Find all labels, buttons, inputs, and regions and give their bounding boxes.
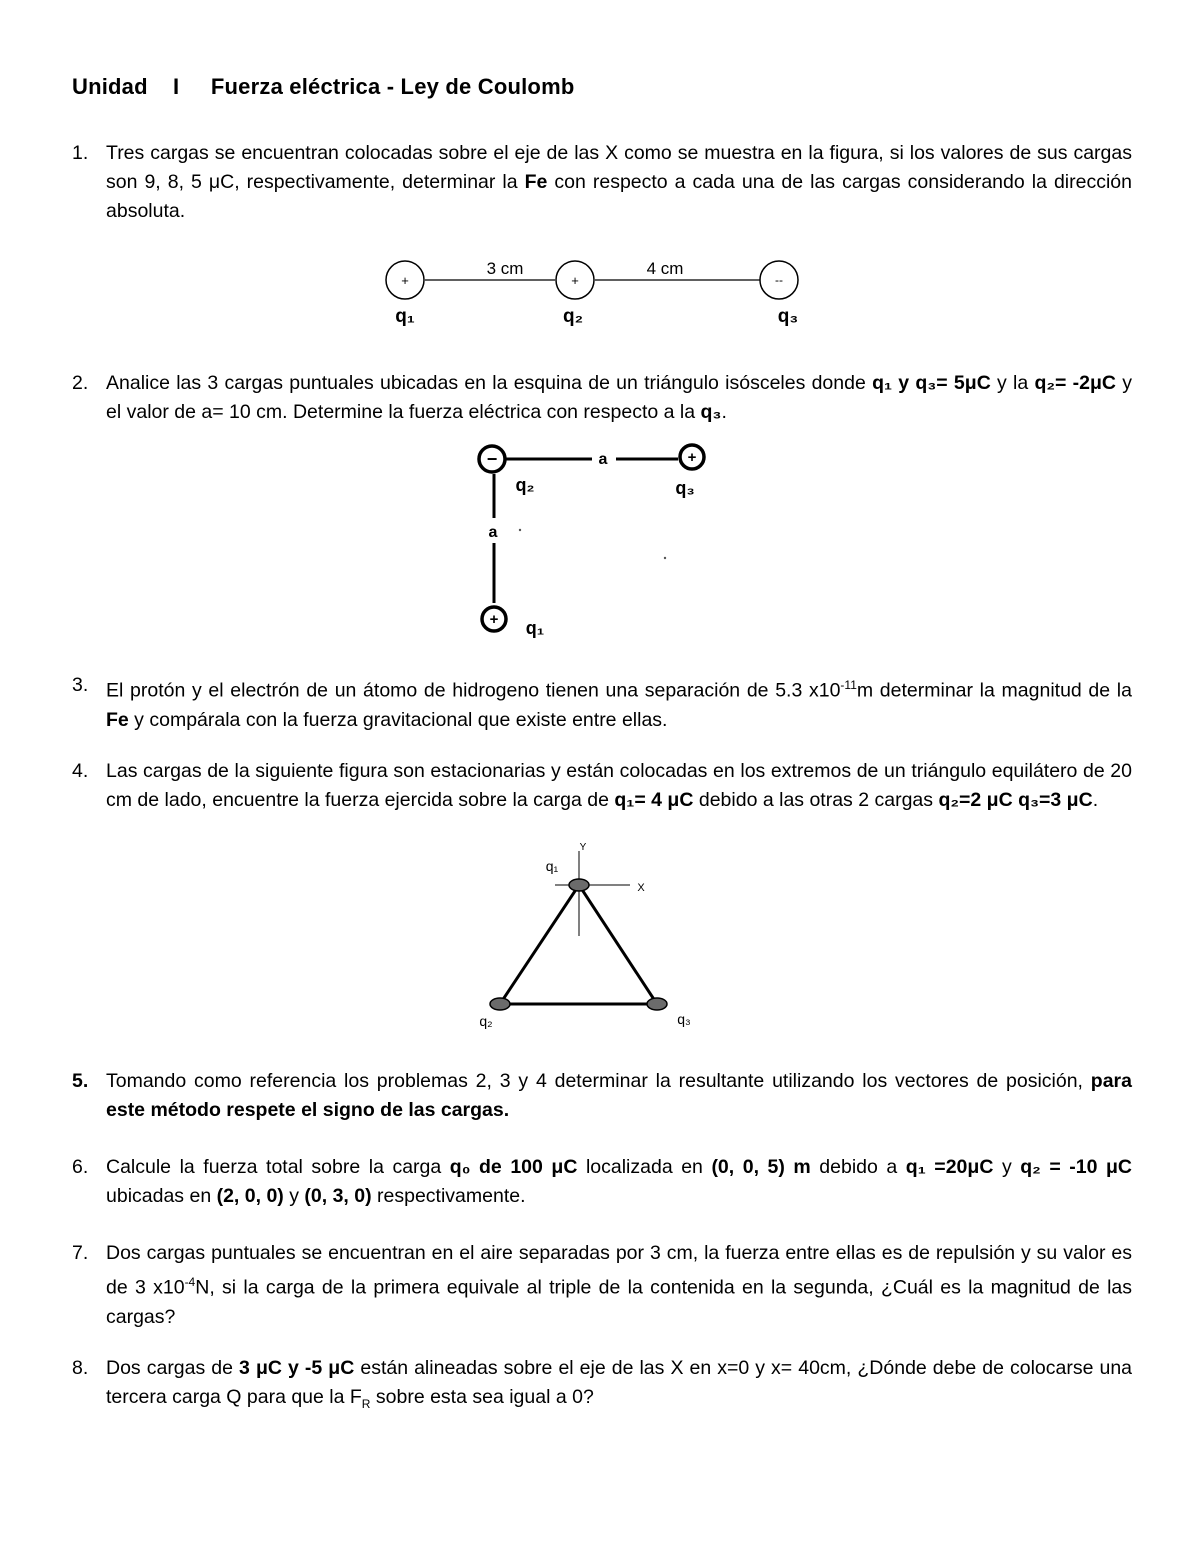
problem-number: 3. [72, 674, 89, 696]
problem-7 [72, 1239, 1132, 1332]
title-roman: I [173, 74, 180, 99]
problem-4 [72, 757, 1132, 815]
figure-linear-charges [380, 250, 810, 330]
side-q1-q2 [500, 885, 579, 1004]
problem-number: 1. [72, 142, 89, 164]
problem-text: Calcule la fuerza total sobre la carga q₀ de 100 μC localizada en (0, 0, 5) m debido a q₁ =20μC y q₂ = -10 μC ubicadas en (2, 0, 0) y (0, 3, 0) respectivamente. [106, 1156, 1133, 1207]
distance-label-1: 3 cm [486, 259, 524, 278]
label-q1: q₁ [395, 306, 415, 327]
charge-q2 [490, 998, 510, 1010]
sign-q2: − [486, 449, 498, 469]
problem-5 [72, 1067, 1132, 1125]
side-label-top: a [598, 451, 608, 468]
problem-text: Tomando como referencia los problemas 2, 3 y 4 determinar la resultante utilizando los vectores de posición, para este método respete el signo de las cargas. [106, 1070, 1132, 1121]
sign-q3: -- [775, 273, 783, 287]
label-q3: q₃ [777, 306, 799, 327]
problem-3 [72, 671, 1132, 735]
problem-text: Las cargas de la siguiente figura son estacionarias y están colocadas en los extremos de un triángulo equilátero de 20 cm de lado, encuentre la fuerza ejercida sobre la carga de q₁= 4 μC debido a las otras 2 cargas q₂=2 μC q₃=3 μC. [106, 760, 1132, 811]
label-q2: q₂ [515, 475, 535, 495]
problem-number: 7. [72, 1242, 89, 1264]
label-q2: q₂ [479, 1013, 493, 1029]
side-label-left: a [488, 524, 498, 541]
problem-6 [72, 1153, 1132, 1211]
figure-equilateral-charges [460, 836, 720, 1036]
title-unit: Unidad [72, 74, 148, 99]
problem-1 [72, 139, 1132, 226]
page-title [72, 74, 574, 100]
problem-text: Dos cargas de 3 μC y -5 μC están alineadas sobre el eje de las X en x=0 y x= 40cm, ¿Dónde debe de colocarse una tercera carga Q para que la $F_R$ sobre esta sea igual a 0? [106, 1357, 1133, 1411]
label-q1: q₁ [545, 858, 559, 874]
label-q3: q₃ [677, 1011, 691, 1027]
figure-isosceles-charges [460, 438, 740, 648]
problem-text: Dos cargas puntuales se encuentran en el aire separadas por 3 cm, la fuerza entre ellas es de repulsión y su valor es de 3 $x10^{-4}N$, si la carga de la primera equivale al triple de la contenida en la segunda, ¿Cuál es la magnitud de las cargas? [106, 1242, 1133, 1328]
problem-8 [72, 1354, 1132, 1419]
speck-dot [664, 557, 666, 559]
sign-q2: + [571, 273, 579, 288]
side-q1-q3 [579, 885, 657, 1004]
x-axis-label: X [637, 882, 645, 894]
y-axis-label: Y [579, 842, 587, 853]
problem-number: 6. [72, 1156, 89, 1178]
sign-q1: + [401, 273, 409, 288]
problem-number: 5. [72, 1070, 89, 1092]
distance-label-2: 4 cm [646, 259, 684, 278]
problem-number: 4. [72, 760, 89, 782]
label-q2: q₂ [562, 306, 584, 327]
label-q1: q₁ [525, 618, 545, 638]
problem-text: Analice las 3 cargas puntuales ubicadas en la esquina de un triángulo isósceles donde q₁ y q₃= 5μC y la q₂= -2μC y el valor de a= 10 cm. Determine la fuerza eléctrica con respecto a la q₃. [106, 372, 1133, 423]
problem-text: El protón y el electrón de un átomo de hidrogeno tienen una separación de 5.3 $x10^{-11}m$ determinar la magnitud de la Fe y compárala con la fuerza gravitacional que existe entre ellas. [106, 678, 1132, 731]
sign-q3: + [687, 449, 697, 466]
sign-q1: + [489, 611, 499, 628]
charge-q1 [569, 879, 589, 891]
problem-number: 8. [72, 1357, 89, 1379]
problem-2 [72, 369, 1132, 427]
problem-number: 2. [72, 372, 89, 394]
problem-text: Tres cargas se encuentran colocadas sobre el eje de las X como se muestra en la figura, si los valores de sus cargas son 9, 8, 5 μC, respectivamente, determinar la Fe con respecto a cada una de las cargas considerando la dirección absoluta. [106, 142, 1132, 222]
title-topic: Fuerza eléctrica - Ley de Coulomb [210, 74, 575, 99]
charge-q3 [647, 998, 667, 1010]
speck-dot [519, 529, 521, 531]
label-q3: q₃ [675, 478, 695, 498]
